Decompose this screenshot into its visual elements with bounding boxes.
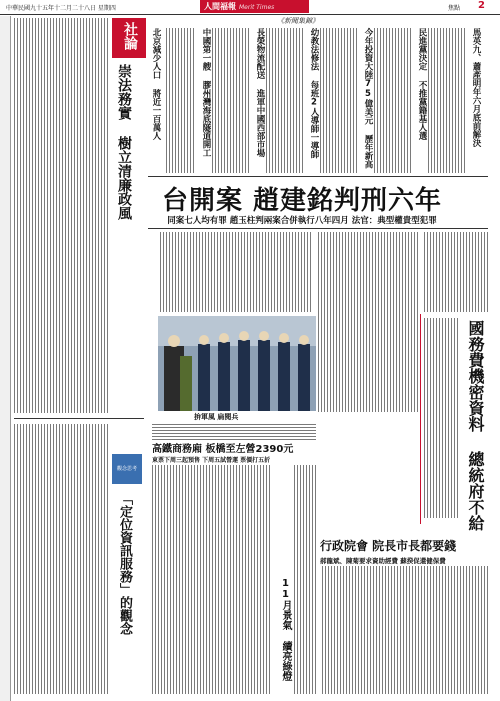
digest-item-7: 北京減少人口 將近一百萬人 — [151, 28, 161, 140]
photo-caption-title: 拚軍風 扁閱兵 — [194, 413, 239, 421]
bottom-vertical-body — [294, 465, 316, 694]
date-line: 中華民國九十五年十二月二十八日 星期四 — [6, 5, 116, 12]
digest-body-2 — [374, 28, 412, 173]
bottom-story-body — [152, 465, 272, 694]
digest-body-1 — [428, 28, 466, 173]
editorial-tag-box — [112, 18, 146, 58]
digest-kicker: 《新聞集錦》 — [277, 17, 319, 25]
digest-item-6: 中國第一艘 膠州灣海底隧道開工 — [201, 28, 211, 157]
section-label: 焦點 — [448, 5, 461, 12]
column-title: 「定位資訊服務」的觀念 — [117, 492, 132, 635]
main-story-body-2 — [318, 232, 418, 412]
digest-block — [148, 28, 488, 173]
column-tag-box — [112, 454, 142, 484]
page-number: 2 — [478, 0, 485, 11]
digest-item-1: 馬英九、蕭產明年六月底前解決 — [471, 28, 481, 147]
digest-item-5: 長榮物流配送 進軍中國西部市場 — [255, 28, 265, 157]
right-story-body — [424, 318, 460, 518]
divider — [148, 176, 488, 177]
divider — [420, 314, 421, 524]
main-story-body-3 — [424, 232, 490, 312]
right-story-2-title: 行政院會 院長市長都要錢 — [320, 539, 457, 553]
right-story-2-subtitle: 郝龍斌、陳菊要求資助經費 蘇揆促還健保費 — [320, 557, 446, 565]
digest-body-3 — [320, 28, 358, 173]
divider — [148, 228, 488, 229]
editorial-tag: 社論 — [122, 22, 138, 50]
digest-item-3: 今年投資大陸75億美元 歷年新高 — [363, 28, 373, 169]
digest-body-6 — [166, 28, 196, 173]
photo-illustration — [158, 316, 316, 411]
column-tag: 觀念思考 — [116, 466, 137, 472]
divider — [14, 418, 144, 419]
digest-item-4: 幼教法修法 每班2人導師一導師 — [309, 28, 319, 159]
digest-body-4 — [266, 28, 304, 173]
masthead — [0, 0, 500, 15]
main-subheadline: 同案七人均有罪 趙玉柱判兩案合併執行八年四月 法官：典型權貴型犯罪 — [167, 216, 437, 226]
news-photo — [158, 316, 316, 411]
bottom-story-subtitle: 東票下周三起預售 下周五試營運 票價打五折 — [152, 457, 271, 464]
right-story-2-body — [322, 566, 490, 694]
bottom-vertical-title: 11月景氣 續亮綠燈 — [280, 578, 291, 681]
photo-caption-body — [152, 424, 316, 440]
digest-item-2: 民進黨決定 不推黨籍基人選 — [417, 28, 427, 140]
main-story-body — [160, 232, 312, 312]
masthead-logo: 人間福報 Merit Times — [200, 0, 309, 13]
main-headline: 台開案 趙建銘判刑六年 — [161, 186, 443, 216]
digest-body-5 — [212, 28, 250, 173]
right-story-title: 國務費機密資料 總統府不給 — [466, 320, 485, 531]
left-margin-strip — [0, 16, 11, 701]
editorial-title: 崇法務實 樹立清廉政風 — [116, 64, 132, 220]
editorial-body — [14, 18, 110, 413]
bottom-story-title: 高鐵商務廂 板橋至左營2390元 — [152, 444, 294, 455]
column-body — [14, 424, 110, 694]
